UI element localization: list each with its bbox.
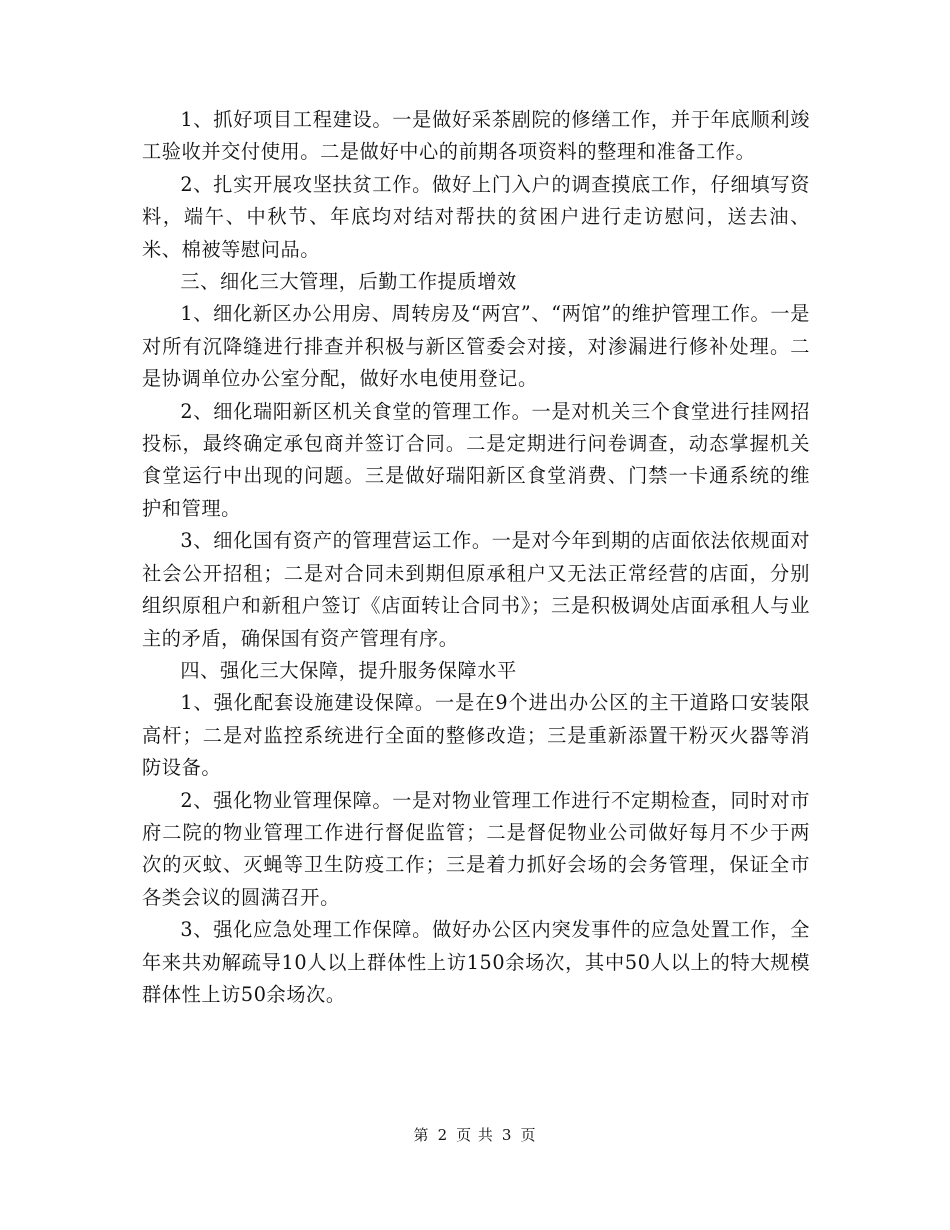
paragraph-property-management: 2、强化物业管理保障。一是对物业管理工作进行不定期检查，同时对市府二院的物业管理工作进行督促监管；二是督促物业公司做好每月不少于两次的灭蚊、灭蝇等卫生防疫工作；三是着力抓好会场的会务管理，保证全市各类会议的圆满召开。 (142, 788, 810, 909)
page-label-prefix: 第 (413, 1126, 430, 1144)
paragraph-project-construction: 1、抓好项目工程建设。一是做好采茶剧院的修缮工作，并于年底顺利竣工验收并交付使用。二是做好中心的前期各项资料的整理和准备工作。 (142, 108, 810, 164)
page-label-suffix: 页 (520, 1126, 537, 1144)
paragraph-state-assets: 3、细化国有资产的管理营运工作。一是对今年到期的店面依法依规面对社会公开招租；二是对合同未到期但原承租户又无法正常经营的店面，分别组织原租户和新租户签订《店面转让合同书》；三是积极调处店面承租人与业主的矛盾，确保国有资产管理有序。 (142, 529, 810, 650)
paragraph-poverty-alleviation: 2、扎实开展攻坚扶贫工作。做好上门入户的调查摸底工作，仔细填写资料，端午、中秋节、年底均对结对帮扶的贫困户进行走访慰问，送去油、米、棉被等慰问品。 (142, 172, 810, 261)
paragraph-emergency-handling: 3、强化应急处理工作保障。做好办公区内突发事件的应急处置工作，全年来共劝解疏导10人以上群体性上访150余场次，其中50人以上的特大规模群体性上访50余场次。 (142, 918, 810, 1006)
section-heading-four: 四、强化三大保障，提升服务保障水平 (180, 658, 517, 682)
current-page-number: 2 (437, 1126, 449, 1144)
page-label-mid: 页 共 (456, 1126, 494, 1144)
paragraph-facilities: 1、强化配套设施建设保障。一是在9个进出办公区的主干道路口安装限高杆；二是对监控系统进行全面的整修改造；三是重新添置干粉灭火器等消防设备。 (142, 691, 810, 780)
paragraph-office-housing: 1、细化新区办公用房、周转房及“两宫”、“两馆”的维护管理工作。一是对所有沉降缝进行排查并积极与新区管委会对接，对渗漏进行修补处理。二是协调单位办公室分配，做好水电使用登记。 (142, 302, 810, 391)
section-heading-three: 三、细化三大管理，后勤工作提质增效 (180, 270, 517, 294)
total-pages-number: 3 (501, 1126, 513, 1144)
page-footer (0, 1124, 950, 1145)
paragraph-canteen-management: 2、细化瑞阳新区机关食堂的管理工作。一是对机关三个食堂进行挂网招投标，最终确定承包商并签订合同。二是定期进行问卷调查，动态掌握机关食堂运行中出现的问题。三是做好瑞阳新区食堂消费、门禁一卡通系统的维护和管理。 (142, 399, 810, 520)
document-body (142, 104, 810, 1011)
